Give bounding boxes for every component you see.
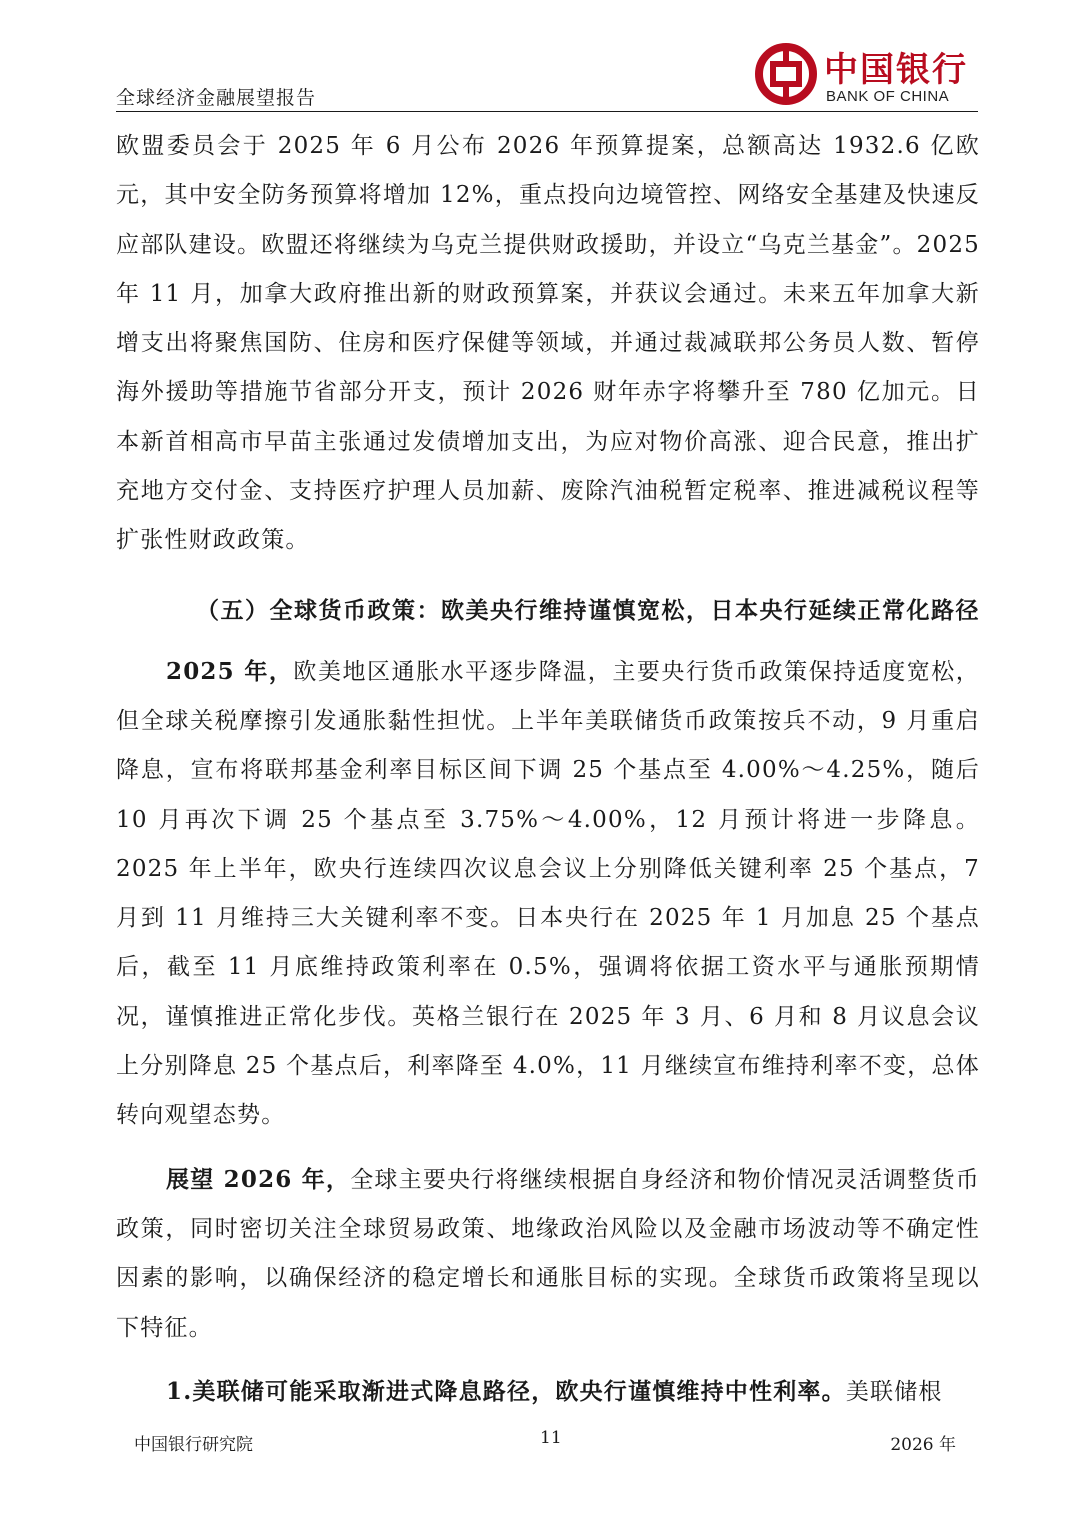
bank-logo bbox=[754, 40, 970, 108]
paragraph-fiscal-policy: 欧盟委员会于 2025 年 6 月公布 2026 年预算提案，总额高达 1932.6 亿欧元，其中安全防务预算将增加 12%，重点投向边境管控、网络安全基建及快速反应部队建设。欧盟还将继续为乌克兰提供财政援助，并设立“乌克兰基金”。2025 年 11 月，加拿大政府推出新的财政预算案，并获议会通过。未来五年加拿大新增支出将聚焦国防、住房和医疗保健等领域，并通过裁减联邦公务员人数、暂停海外援助等措施节省部分开支，预计 2026 财年赤字将攀升至 780 亿加元。日本新首相高市早苗主张通过发债增加支出，为应对物价高涨、迎合民意，推出扩充地方交付金、支持医疗护理人员加薪、废除汽油税暂定税率、推进减税议程等扩张性财政政策。 bbox=[116, 133, 980, 554]
page-footer bbox=[134, 1428, 956, 1458]
footer-year: 2026 年 bbox=[890, 1435, 956, 1455]
footer-organization: 中国银行研究院 bbox=[134, 1435, 253, 1455]
paragraph-lead-fed-ecb: 1.美联储可能采取渐进式降息路径，欧央行谨慎维持中性利率。 bbox=[166, 1377, 846, 1405]
paragraph-2025-text: 欧美地区通胀水平逐步降温，主要央行货币政策保持适度宽松，但全球关税摩擦引发通胀黏性担忧。上半年美联储货币政策按兵不动，9 月重启降息，宣布将联邦基金利率目标区间下调 25 个基点至 4.00%～4.25%，随后 10 月再次下调 25 个基点至 3.75%～4.00%，12 月预计将进一步降息。2025 年上半年，欧央行连续四次议息会议上分别降低关键利率 25 个基点，7 月到 11 月维持三大关键利率不变。日本央行在 2025 年 1 月加息 25 个基点后，截至 11 月底维持政策利率在 0.5%，强调将依据工资水平与通胀预期情况，谨慎推进正常化步伐。英格兰银行在 2025 年 3 月、6 月和 8 月议息会议上分别降息 25 个基点后，利率降至 4.0%，11 月继续宣布维持利率不变，总体转向观望态势。 bbox=[116, 658, 980, 1129]
logo-chinese-name: 中国银行 bbox=[824, 50, 968, 90]
page-number: 11 bbox=[540, 1428, 562, 1448]
paragraph-2026-text: 全球主要央行将继续根据自身经济和物价情况灵活调整货币政策，同时密切关注全球贸易政策、地缘政治风险以及金融市场波动等不确定性因素的影响，以确保经济的稳定增长和通胀目标的实现。全球货币政策将呈现以下特征。 bbox=[116, 1166, 981, 1341]
page-body bbox=[116, 122, 980, 1417]
paragraph-2025-review bbox=[116, 647, 980, 1141]
paragraph-lead-2025: 2025 年， bbox=[166, 657, 294, 685]
bank-of-china-logo-icon bbox=[754, 42, 818, 106]
paragraph-2026-outlook bbox=[116, 1155, 980, 1353]
logo-english-name: BANK OF CHINA bbox=[826, 88, 950, 105]
section-heading-monetary-policy: （五）全球货币政策：欧美央行维持谨慎宽松，日本央行延续正常化路径 bbox=[196, 596, 980, 624]
paragraph-lead-2026: 展望 2026 年， bbox=[166, 1165, 351, 1193]
paragraph-fed-ecb bbox=[116, 1367, 980, 1417]
page-header bbox=[116, 36, 978, 112]
report-title: 全球经济金融展望报告 bbox=[116, 87, 317, 109]
header-divider bbox=[116, 111, 978, 112]
paragraph-fed-ecb-text: 美联储根 bbox=[845, 1378, 943, 1405]
